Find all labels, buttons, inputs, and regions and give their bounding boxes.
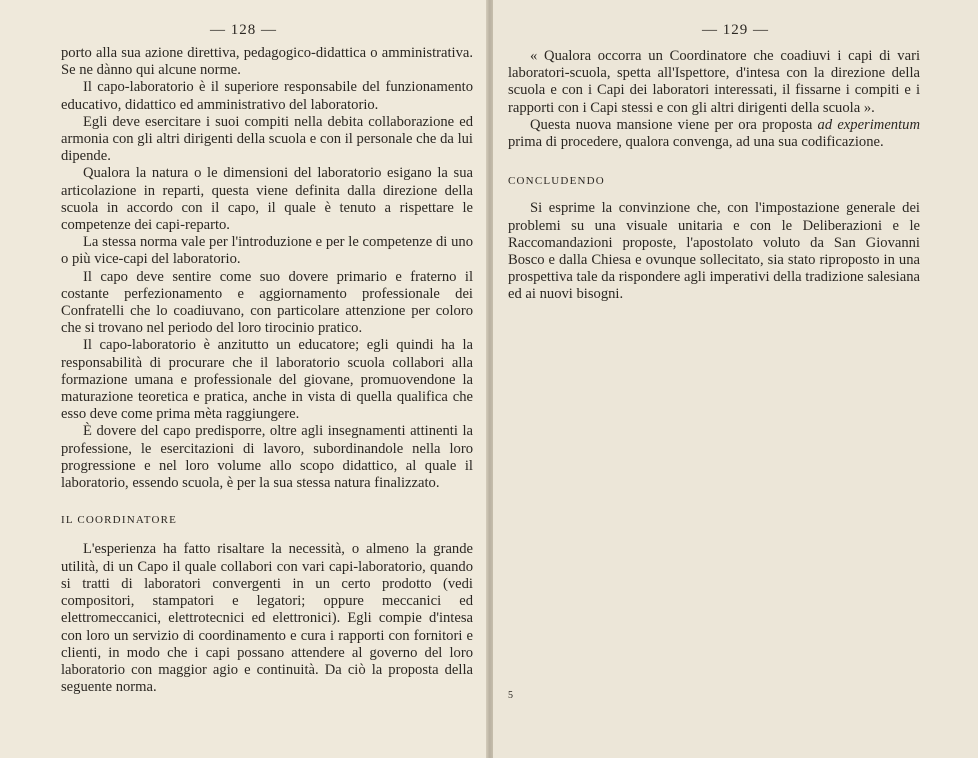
signature-mark: 5 xyxy=(508,690,513,701)
page-number-right: — 129 — xyxy=(702,22,769,38)
left-page-text xyxy=(61,45,473,696)
italic-text: ad experimentum xyxy=(817,116,920,133)
text-run: Questa nuova mansione viene per ora proposta xyxy=(530,116,818,133)
paragraph: Egli deve esercitare i suoi compiti nella debita collaborazione ed armonia con gli altri dirigenti della scuola e con il personale che da lui dipende. xyxy=(61,113,473,165)
paragraph: Il capo-laboratorio è anzitutto un educatore; egli quindi ha la responsabilità di procurare che il laboratorio scuola collabori alla formazione umana e professionale del giovane, promuovendone la maturazione teoretica e pratica, anche in vista di quella qualifica che esso deve come prima mèta raggiungere. xyxy=(61,337,473,423)
section-heading-concludendo: CONCLUDENDO xyxy=(508,175,605,188)
paragraph xyxy=(508,117,920,151)
page-number-left: — 128 — xyxy=(210,22,277,38)
paragraph: porto alla sua azione direttiva, pedagogico-didattica o amministrativa. Se ne dànno qui alcune norme. xyxy=(61,45,473,79)
paragraph: L'esperienza ha fatto risaltare la necessità, o almeno la grande utilità, di un Capo il quale collabori con vari capi-laboratorio, quando si tratti di laboratori convergenti in un certo prodotto (vedi compositori, stampatori e legatori; oppure meccanici ed elettromeccanici, elettrotecnici ed elettronici). Egli compie d'intesa con loro un servizio di coordinamento e cura i rapporti con fornitori e clienti, in modo che i capi possano attendere al governo del loro laboratorio con maggior agio e continuità. Da ciò la proposta della seguente norma. xyxy=(61,541,473,696)
right-page xyxy=(493,0,978,758)
paragraph: Il capo deve sentire come suo dovere primario e fraterno il costante perfezionamento e aggiornamento professionale dei Confratelli che lo coadiuvano, con particolare attenzione per coloro che si trovano nel periodo del loro tirocinio pratico. xyxy=(61,268,473,337)
section-heading-coordinatore: IL COORDINATORE xyxy=(61,514,178,527)
paragraph: La stessa norma vale per l'introduzione e per le competenze di uno o più vice-capi del laboratorio. xyxy=(61,234,473,268)
paragraph: Qualora la natura o le dimensioni del laboratorio esigano la sua articolazione in reparti, questa viene definita dalla direzione della scuola in accordo con il capo, il quale è tenuto a rispettare le competenze dei capi-reparto. xyxy=(61,165,473,234)
paragraph: Il capo-laboratorio è il superiore responsabile del funzionamento educativo, didattico ed amministrativo del laboratorio. xyxy=(61,79,473,113)
left-page xyxy=(0,0,487,758)
paragraph: Si esprime la convinzione che, con l'impostazione generale dei problemi su una visuale unitaria e con le Deliberazioni e le Raccomandazioni proposte, l'apostolato voluto da San Giovanni Bosco e dalla Chiesa e ovunque sollecitato, sia stato riproposto in una prospettiva tale da rispondere agli imperativi della tradizione salesiana ed ai nuovi bisogni. xyxy=(508,200,920,303)
text-run: prima di procedere, qualora convenga, ad una sua codificazione. xyxy=(508,134,884,151)
paragraph: È dovere del capo predisporre, oltre agli insegnamenti attinenti la professione, le esercitazioni di lavoro, subordinandole nella loro progressione e nel loro volume allo scopo didattico, al quale il laboratorio, essendo scuola, è per la sua stessa natura finalizzato. xyxy=(61,423,473,492)
right-page-text xyxy=(508,48,920,304)
paragraph: « Qualora occorra un Coordinatore che coadiuvi i capi di vari laboratori-scuola, spetta all'Ispettore, d'intesa con la direzione della scuola e con i Capi dei laboratori interessati, il fissarne i compiti e i rapporti con i Capi stessi e con gli altri dirigenti della scuola ». xyxy=(508,48,920,116)
